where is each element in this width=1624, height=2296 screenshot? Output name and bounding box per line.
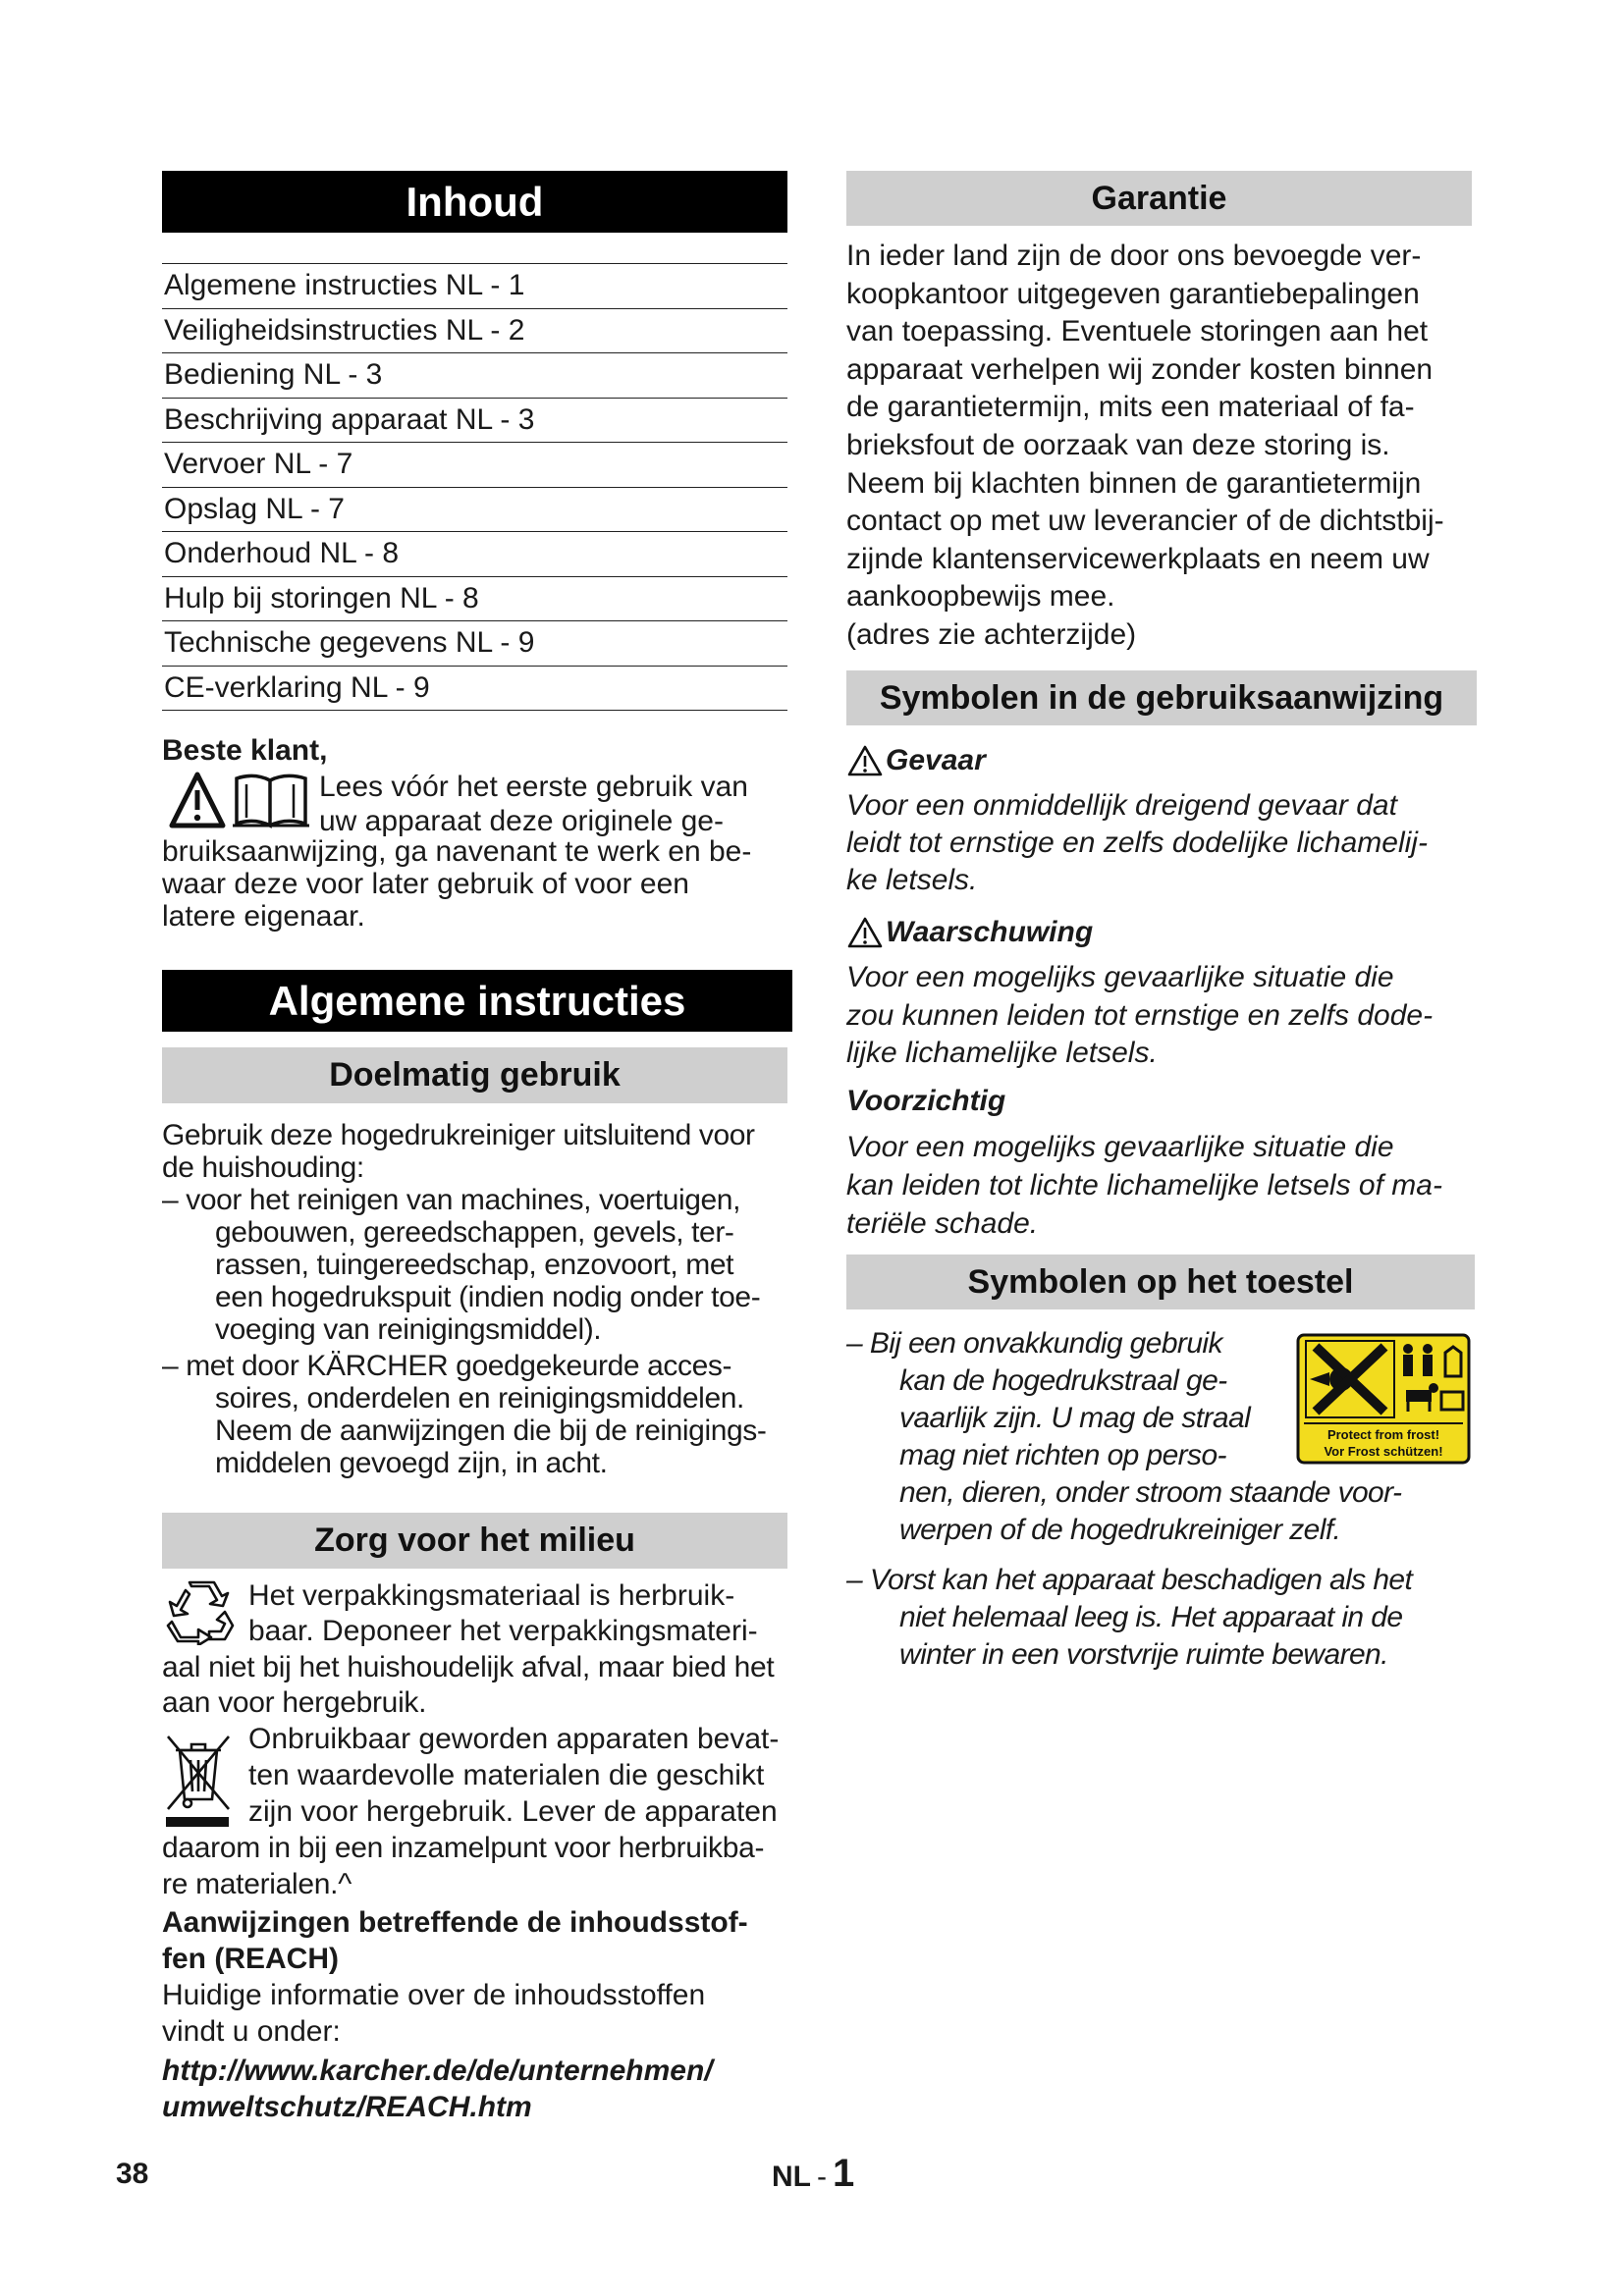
text-line: Het verpakkingsmateriaal is herbruik- [248,1579,735,1612]
text-line: kan leiden tot lichte lichamelijke letsels of ma- [846,1169,1442,1201]
text-line: Lees vóór het eerste gebruik van [319,771,748,803]
toc-item[interactable]: Technische gegevens NL - 9 [162,621,787,667]
warranty-text [846,238,1444,655]
text-line: de garantietermijn, mits een materiaal of fa- [846,391,1415,424]
link-line[interactable]: http://www.karcher.de/de/unternehmen/ [162,2055,713,2087]
page-number: 38 [116,2158,149,2190]
reach-link[interactable] [162,2053,713,2125]
section-title-warranty: Garantie [846,171,1472,226]
toc-title: Inhoud [162,171,787,233]
text-line: Aanwijzingen betreffende de inhoudsstof- [162,1906,748,1939]
text-line: lijke lichamelijke letsels. [846,1037,1158,1069]
warning-triangle-icon [846,916,884,949]
text-line: latere eigenaar. [162,900,365,933]
proper-use-text [162,1119,766,1479]
text-line: aal niet bij het huishoudelijk afval, maar bied het [162,1651,775,1683]
danger-heading [846,743,986,779]
read-manual-icon [168,769,315,831]
toc-item[interactable]: Vervoer NL - 7 [162,443,787,488]
intro-text-top [319,770,748,837]
text-line: niet helemaal leeg is. Het apparaat in de [899,1601,1403,1633]
text-line: ten waardevolle materialen die geschikt [248,1759,765,1791]
device-symbol-item-2 [846,1562,1412,1674]
text-line: Neem de aanwijzingen die bij de reinigings- [215,1415,767,1447]
text-line: mag niet richten op perso- [899,1439,1226,1471]
section-page-indicator [772,2152,854,2196]
text-line: werpen of de hogedrukreiniger zelf. [899,1514,1341,1546]
device-symbol-item-1 [846,1325,1401,1549]
link-line[interactable]: umweltschutz/REACH.htm [162,2091,532,2123]
section-title-general: Algemene instructies [162,970,792,1032]
text-line: daarom in bij een inzamelpunt voor herbruikba- [162,1832,765,1864]
label-text-de: Vor Frost schützen! [1324,1444,1443,1459]
text-line: bruiksaanwijzing, ga navenant te werk en be- [162,835,752,868]
weee-bin-icon [164,1731,233,1829]
reach-heading [162,1904,748,1977]
text-line: aan voor hergebruik. [162,1686,427,1719]
warning-label: Waarschuwing [886,916,1094,948]
recycle-icon [166,1580,235,1645]
text-line: voeging van reinigingsmiddel). [215,1313,602,1346]
text-line: zijnde klantenservicewerkplaats en neem uw [846,542,1430,575]
recycle-text-bottom [162,1650,774,1721]
section-title-device-symbols: Symbolen op het toestel [846,1255,1475,1309]
text-line: aankoopbewijs mee. [846,580,1115,614]
text-line: baar. Deponeer het verpakkingsmateri- [248,1615,758,1647]
disposal-text-bottom [162,1830,764,1902]
text-line: zijn voor hergebruik. Lever de apparaten [248,1795,778,1828]
toc-item[interactable]: Veiligheidsinstructies NL - 2 [162,309,787,354]
text-line: Neem bij klachten binnen de garantietermijn [846,466,1422,500]
text-line: brieksfout de oorzaak van deze storing is. [846,428,1390,461]
text-line: koopkantoor uitgegeven garantiebepalingen [846,277,1420,310]
text-line: Onbruikbaar geworden apparaten bevat- [248,1723,780,1755]
toc-item[interactable]: Onderhoud NL - 8 [162,532,787,577]
recycle-text-top [248,1578,758,1649]
caution-heading: Voorzichtig [846,1085,1006,1117]
text-line: een hogedrukspuit (indien nodig onder toe- [215,1281,761,1313]
text-line: van toepassing. Eventuele storingen aan het [846,315,1429,348]
text-line: Voor een onmiddellijk dreigend gevaar dat [846,789,1397,822]
text-line: leidt tot ernstige en zelfs dodelijke lichamelij- [846,827,1428,859]
reach-text [162,1977,705,2050]
label-text-en: Protect from frost! [1326,1427,1440,1442]
text-line: middelen gevoegd zijn, in acht. [215,1447,608,1479]
list-item-first-line: – met door KÄRCHER goedgekeurde acces- [162,1350,732,1382]
footer-lang: NL [772,2161,811,2193]
disposal-text-top [248,1721,779,1830]
text-line: ke letsels. [846,864,978,896]
text-line: Gebruik deze hogedrukreiniger uitsluitend voor [162,1119,755,1151]
subsection-title-proper-use: Doelmatig gebruik [162,1047,787,1103]
danger-label: Gevaar [886,744,986,776]
section-title-manual-symbols: Symbolen in de gebruiksaanwijzing [846,670,1477,725]
warning-text [846,959,1433,1073]
text-line: In ieder land zijn de door ons bevoegde ver- [846,240,1422,272]
text-line: apparaat verhelpen wij zonder kosten binnen [846,352,1434,386]
list-item-first-line: – voor het reinigen van machines, voertuigen, [162,1184,741,1216]
text-line: waar deze voor later gebruik of voor een [162,868,689,900]
subsection-title-environment: Zorg voor het milieu [162,1513,787,1569]
text-line: re materialen.^ [162,1868,352,1900]
text-line: fen (REACH) [162,1943,339,1975]
text-line: (adres zie achterzijde) [846,617,1137,651]
text-line: Voor een mogelijks gevaarlijke situatie die [846,961,1394,993]
text-line: vaarlijk zijn. U mag de straal [899,1402,1251,1434]
text-line: soires, onderdelen en reinigingsmiddelen. [215,1382,744,1415]
footer-separator: - [817,2161,827,2193]
toc-item[interactable]: Algemene instructies NL - 1 [162,264,787,309]
text-line: uw apparaat deze originele ge- [319,804,724,837]
toc-item[interactable]: Hulp bij storingen NL - 8 [162,577,787,622]
toc-item[interactable]: Beschrijving apparaat NL - 3 [162,399,787,444]
text-line: zou kunnen leiden tot ernstige en zelfs dode- [846,998,1434,1032]
text-line: Huidige informatie over de inhoudsstoffen [162,1979,706,2011]
toc-item[interactable]: CE-verklaring NL - 9 [162,667,787,712]
table-of-contents [162,263,787,711]
list-item-first-line: – Bij een onvakkundig gebruik [846,1327,1222,1360]
toc-item[interactable]: Bediening NL - 3 [162,353,787,399]
text-line: nen, dieren, onder stroom staande voor- [899,1476,1402,1509]
text-line: rassen, tuingereedschap, enzovoort, met [215,1249,734,1281]
text-line: teriële schade. [846,1207,1039,1240]
intro-text-bottom [162,835,751,933]
warning-heading [846,915,1093,951]
caution-text [846,1128,1442,1243]
text-line: vindt u onder: [162,2015,341,2048]
text-line: Voor een mogelijks gevaarlijke situatie die [846,1131,1394,1163]
warning-triangle-icon [846,744,884,777]
text-line: contact op met uw leverancier of de dichtstbij- [846,505,1444,538]
text-line: de huishouding: [162,1151,364,1184]
text-line: winter in een vorstvrije ruimte bewaren. [899,1638,1388,1671]
footer-section-page: 1 [833,2152,855,2195]
text-line: gebouwen, gereedschappen, gevels, ter- [215,1216,734,1249]
list-item-first-line: – Vorst kan het apparaat beschadigen als het [846,1564,1413,1596]
greeting: Beste klant, [162,734,328,767]
toc-item[interactable]: Opslag NL - 7 [162,488,787,533]
text-line: kan de hogedrukstraal ge- [899,1364,1227,1397]
danger-text [846,787,1428,899]
